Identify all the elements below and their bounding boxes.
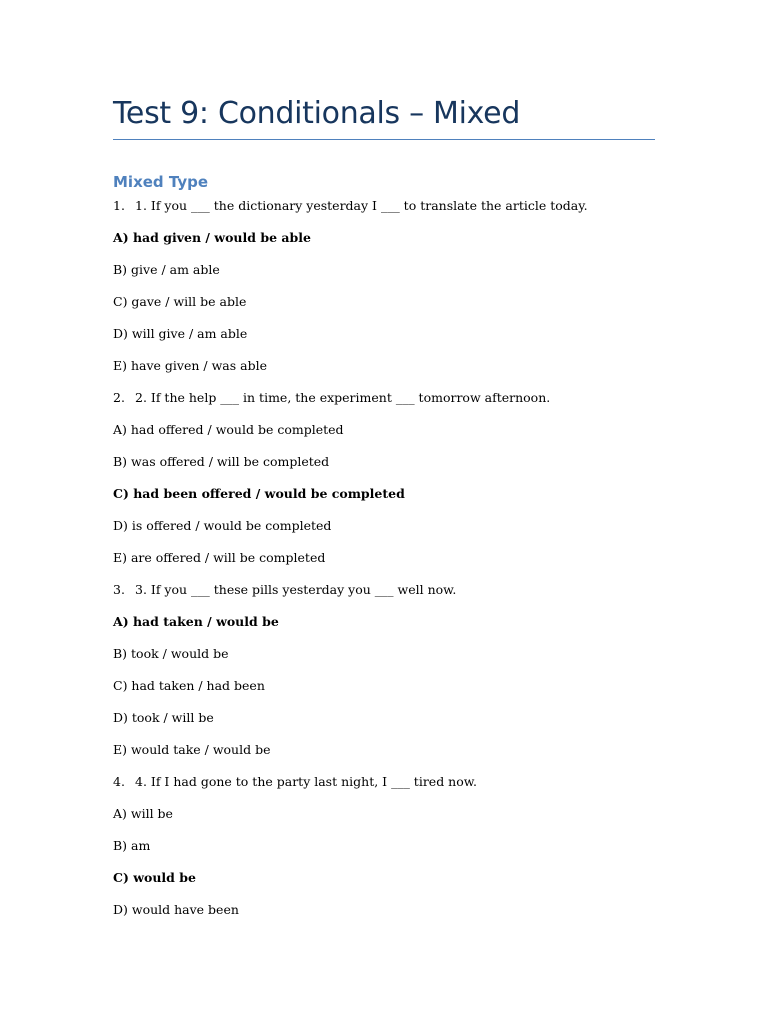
question-list	[113, 196, 655, 932]
question-number: 3.	[113, 582, 125, 597]
option-2c: C) had been offered / would be completed	[113, 486, 405, 501]
question-3	[113, 580, 655, 612]
option-4c: C) would be	[113, 870, 196, 885]
option-3b: B) took / would be	[113, 646, 229, 661]
question-number: 1.	[113, 198, 125, 213]
question-number: 2.	[113, 390, 125, 405]
option-1e: E) have given / was able	[113, 358, 267, 373]
document-title: Test 9: Conditionals – Mixed	[113, 96, 521, 131]
option-1a: A) had given / would be able	[113, 230, 311, 245]
option-3e: E) would take / would be	[113, 742, 271, 757]
question-4	[113, 772, 655, 804]
option-1d: D) will give / am able	[113, 326, 248, 341]
question-text: 2. If the help ___ in time, the experiment ___ tomorrow afternoon.	[135, 390, 551, 405]
option-3a: A) had taken / would be	[113, 614, 279, 629]
option-1b: B) give / am able	[113, 262, 220, 277]
title-underline	[113, 139, 655, 140]
option-2b: B) was offered / will be completed	[113, 454, 330, 469]
option-2e: E) are offered / will be completed	[113, 550, 326, 565]
section-heading: Mixed Type	[113, 173, 209, 191]
option-2d: D) is offered / would be completed	[113, 518, 332, 533]
question-1	[113, 196, 655, 228]
option-1c: C) gave / will be able	[113, 294, 247, 309]
option-4a: A) will be	[113, 806, 173, 821]
option-2a: A) had offered / would be completed	[113, 422, 344, 437]
question-text: 1. If you ___ the dictionary yesterday I ___ to translate the article today.	[135, 198, 588, 213]
option-4b: B) am	[113, 838, 151, 853]
option-3d: D) took / will be	[113, 710, 214, 725]
question-text: 4. If I had gone to the party last night, I ___ tired now.	[135, 774, 477, 789]
question-text: 3. If you ___ these pills yesterday you ___ well now.	[135, 582, 457, 597]
question-2	[113, 388, 655, 420]
option-3c: C) had taken / had been	[113, 678, 265, 693]
question-number: 4.	[113, 774, 125, 789]
option-4d: D) would have been	[113, 902, 239, 917]
